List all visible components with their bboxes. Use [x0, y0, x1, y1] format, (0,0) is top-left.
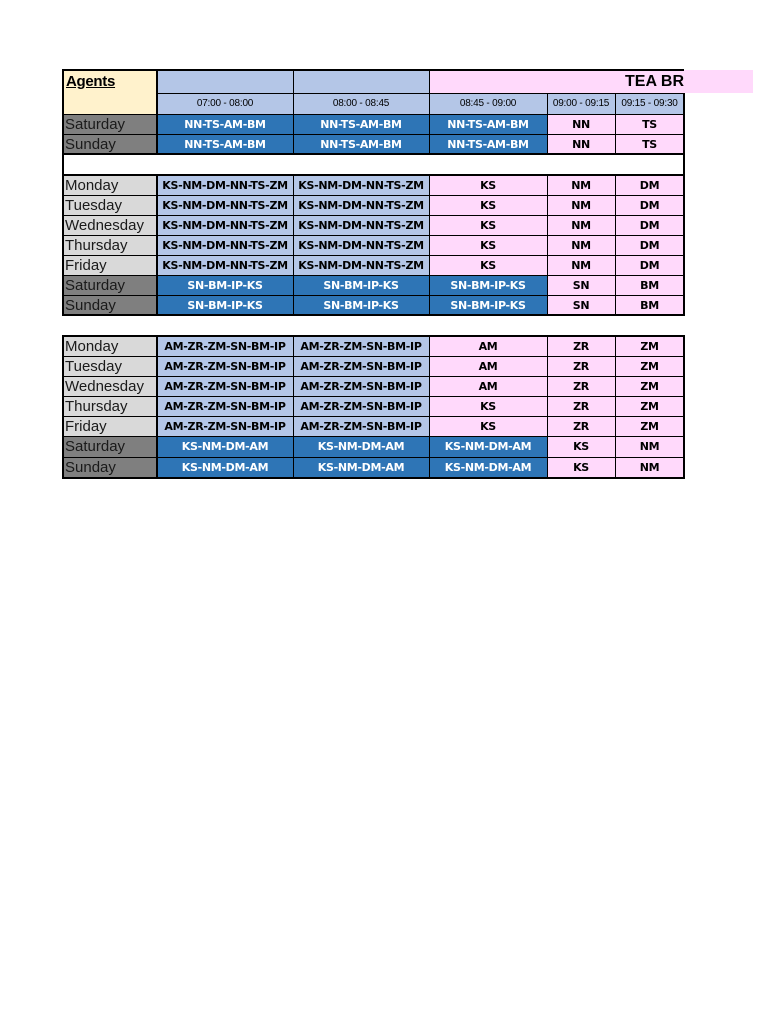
tea-break-cell[interactable] — [547, 175, 615, 195]
agents-cell[interactable] — [293, 376, 429, 396]
agent-code: NM — [639, 440, 660, 453]
agents-codes: AM-ZR-ZM-SN-BM-IP — [164, 339, 286, 353]
tea-break-cell[interactable] — [547, 114, 615, 134]
agents-codes: KS-NM-DM-NN-TS-ZM — [298, 258, 424, 272]
day-cell[interactable] — [63, 275, 157, 295]
time-slot-label: 09:15 - 09:30 — [621, 98, 678, 109]
agent-code: NM — [571, 258, 591, 272]
agent-code: TS — [642, 117, 657, 131]
day-label: Saturday — [65, 115, 126, 133]
tea-break-cell[interactable] — [547, 255, 615, 275]
day-cell[interactable] — [63, 457, 157, 478]
tea-break-cell[interactable] — [615, 356, 684, 376]
agent-code: DM — [639, 238, 660, 252]
grid-line — [156, 174, 158, 316]
agents-cell[interactable] — [157, 195, 293, 215]
agents-cell[interactable] — [157, 457, 293, 478]
agents-cell[interactable] — [293, 255, 429, 275]
agents-cell[interactable] — [293, 295, 429, 315]
agents-cell[interactable] — [157, 336, 293, 356]
agents-codes: NN-TS-AM-BM — [447, 117, 529, 131]
grid-line — [547, 93, 548, 155]
grid-line — [293, 335, 294, 479]
time-slot-label: 08:45 - 09:00 — [459, 98, 517, 109]
agents-label: Agents — [66, 73, 116, 90]
day-label: Thursday — [65, 236, 128, 254]
agents-codes: NN-TS-AM-BM — [320, 137, 402, 151]
agents-cell[interactable] — [293, 275, 429, 295]
agent-code: NM — [571, 178, 591, 192]
tea-break-cell[interactable] — [615, 436, 684, 457]
tea-break-cell[interactable] — [615, 235, 684, 255]
agent-code: KS — [573, 440, 589, 453]
agent-code: ZM — [640, 379, 659, 393]
day-label: Wednesday — [65, 216, 144, 234]
agents-cell[interactable] — [293, 215, 429, 235]
day-cell[interactable] — [63, 436, 157, 457]
agent-code: SN — [572, 278, 590, 292]
time-slot-header[interactable] — [157, 93, 293, 114]
agents-cell[interactable] — [429, 295, 547, 315]
day-cell[interactable] — [63, 215, 157, 235]
day-cell[interactable] — [63, 295, 157, 315]
grid-line — [615, 335, 616, 479]
day-cell[interactable] — [63, 175, 157, 195]
agents-codes: KS-NM-DM-AM — [317, 440, 405, 453]
grid-line — [547, 174, 548, 316]
agents-cell[interactable] — [157, 436, 293, 457]
tea-break-header-cell[interactable] — [429, 70, 684, 93]
agents-cell[interactable] — [293, 457, 429, 478]
agents-codes: SN-BM-IP-KS — [187, 278, 263, 292]
day-cell[interactable] — [63, 134, 157, 154]
day-cell[interactable] — [63, 235, 157, 255]
tea-break-cell[interactable] — [547, 376, 615, 396]
grid-line — [615, 174, 616, 316]
day-cell[interactable] — [63, 416, 157, 436]
agents-codes: KS-NM-DM-NN-TS-ZM — [162, 178, 288, 192]
tea-break-cell[interactable] — [547, 215, 615, 235]
agents-cell[interactable] — [429, 336, 547, 356]
agents-codes: NN-TS-AM-BM — [447, 137, 529, 151]
agent-code: SN — [572, 298, 590, 312]
tea-break-cell[interactable] — [615, 295, 684, 315]
day-label: Saturday — [65, 276, 126, 294]
day-label: Sunday — [65, 459, 116, 476]
agent-code: KS — [573, 461, 589, 474]
tea-break-cell[interactable] — [547, 295, 615, 315]
agents-codes: KS-NM-DM-AM — [317, 461, 405, 474]
agents-codes: KS-NM-DM-NN-TS-ZM — [162, 258, 288, 272]
agents-cell[interactable] — [429, 175, 547, 195]
tea-break-cell[interactable] — [547, 275, 615, 295]
agents-cell[interactable] — [157, 376, 293, 396]
agents-cell[interactable] — [293, 134, 429, 154]
day-label: Thursday — [65, 397, 128, 415]
tea-break-cell[interactable] — [547, 436, 615, 457]
agents-cell[interactable] — [293, 336, 429, 356]
agents-cell[interactable] — [157, 275, 293, 295]
time-slot-header[interactable] — [615, 93, 684, 114]
tea-break-cell[interactable] — [615, 215, 684, 235]
agents-cell[interactable] — [293, 195, 429, 215]
day-label: Monday — [65, 337, 119, 355]
agents-codes: KS-NM-DM-NN-TS-ZM — [162, 218, 288, 232]
header-blank-cell-1[interactable] — [157, 70, 293, 93]
agents-codes: KS — [480, 238, 496, 252]
grid-line — [429, 335, 430, 479]
grid-line — [683, 154, 685, 175]
agents-codes: SN-BM-IP-KS — [323, 298, 399, 312]
time-slot-header[interactable] — [293, 93, 429, 114]
grid-line — [62, 174, 64, 316]
agents-codes: SN-BM-IP-KS — [450, 278, 526, 292]
agents-codes: SN-BM-IP-KS — [187, 298, 263, 312]
agent-code: ZM — [640, 359, 659, 373]
agents-codes: KS — [480, 178, 496, 192]
agent-code: ZR — [573, 359, 589, 373]
agents-codes: AM-ZR-ZM-SN-BM-IP — [164, 379, 286, 393]
agents-codes: NN-TS-AM-BM — [184, 117, 266, 131]
agents-cell[interactable] — [429, 396, 547, 416]
agents-cell[interactable] — [157, 134, 293, 154]
agent-code: DM — [639, 198, 660, 212]
tea-break-cell[interactable] — [615, 396, 684, 416]
tea-break-cell[interactable] — [615, 275, 684, 295]
agents-cell[interactable] — [429, 235, 547, 255]
agents-cell[interactable] — [429, 255, 547, 275]
tea-break-cell[interactable] — [547, 235, 615, 255]
grid-line — [156, 335, 158, 479]
day-label: Tuesday — [65, 196, 122, 214]
grid-line — [293, 69, 294, 155]
agents-cell[interactable] — [157, 255, 293, 275]
tea-break-cell[interactable] — [547, 416, 615, 436]
grid-line — [615, 93, 616, 155]
agents-cell[interactable] — [293, 175, 429, 195]
tea-break-cell[interactable] — [615, 255, 684, 275]
grid-line — [62, 335, 64, 479]
tea-break-cell[interactable] — [547, 134, 615, 154]
time-slot-header[interactable] — [429, 93, 547, 114]
agent-code: NM — [571, 198, 591, 212]
agents-codes: KS-NM-DM-NN-TS-ZM — [298, 218, 424, 232]
grid-line — [62, 154, 64, 175]
tea-break-cell[interactable] — [615, 195, 684, 215]
agents-cell[interactable] — [429, 195, 547, 215]
grid-line — [157, 93, 684, 94]
day-label: Wednesday — [65, 377, 144, 395]
tea-break-cell[interactable] — [547, 396, 615, 416]
grid-line — [429, 174, 430, 316]
grid-line — [429, 69, 430, 155]
day-label: Friday — [65, 417, 107, 435]
agents-cell[interactable] — [293, 396, 429, 416]
agent-code: TS — [642, 137, 657, 151]
day-label: Saturday — [65, 438, 126, 455]
agents-codes: AM-ZR-ZM-SN-BM-IP — [164, 359, 286, 373]
agent-code: NM — [639, 461, 660, 474]
grid-line — [683, 174, 685, 316]
tea-break-overflow-cell — [684, 70, 753, 93]
agent-code: ZM — [640, 419, 659, 433]
agents-codes: AM-ZR-ZM-SN-BM-IP — [300, 419, 422, 433]
tea-break-cell[interactable] — [615, 416, 684, 436]
agents-cell[interactable] — [157, 175, 293, 195]
time-slot-label: 08:00 - 08:45 — [332, 98, 390, 109]
agents-cell[interactable] — [429, 215, 547, 235]
agents-codes: AM-ZR-ZM-SN-BM-IP — [164, 399, 286, 413]
agents-cell[interactable] — [429, 436, 547, 457]
tea-break-cell[interactable] — [615, 114, 684, 134]
agents-cell[interactable] — [293, 235, 429, 255]
grid-line — [683, 335, 685, 479]
agents-cell[interactable] — [429, 134, 547, 154]
grid-line — [293, 174, 294, 316]
day-label: Monday — [65, 176, 119, 194]
tea-break-cell[interactable] — [547, 356, 615, 376]
tea-break-cell[interactable] — [547, 336, 615, 356]
agents-codes: KS-NM-DM-AM — [181, 461, 269, 474]
agent-code: ZR — [573, 339, 589, 353]
agents-subheader-cell[interactable] — [63, 93, 157, 114]
time-slot-header[interactable] — [547, 93, 615, 114]
agents-codes: AM-ZR-ZM-SN-BM-IP — [300, 379, 422, 393]
tea-break-cell[interactable] — [615, 457, 684, 478]
grid-line — [683, 93, 685, 155]
agent-code: ZM — [640, 399, 659, 413]
agents-cell[interactable] — [293, 114, 429, 134]
agents-codes: KS-NM-DM-NN-TS-ZM — [298, 198, 424, 212]
agent-code: NN — [572, 137, 590, 151]
tea-break-title: TEA BR — [625, 72, 684, 90]
agent-code: ZR — [573, 419, 589, 433]
agents-codes: AM-ZR-ZM-SN-BM-IP — [300, 359, 422, 373]
grid-line — [547, 335, 548, 479]
agents-codes: KS-NM-DM-NN-TS-ZM — [298, 238, 424, 252]
agent-code: BM — [640, 278, 659, 292]
agents-codes: KS-NM-DM-AM — [444, 440, 532, 453]
agents-codes: KS — [480, 399, 496, 413]
tea-break-cell[interactable] — [615, 376, 684, 396]
agents-header-cell[interactable] — [63, 70, 157, 93]
agent-code: NN — [572, 117, 590, 131]
day-label: Friday — [65, 256, 107, 274]
agents-codes: AM-ZR-ZM-SN-BM-IP — [300, 399, 422, 413]
spacer-row — [63, 154, 684, 175]
agents-codes: KS-NM-DM-NN-TS-ZM — [162, 238, 288, 252]
day-label: Tuesday — [65, 357, 122, 375]
agents-cell[interactable] — [429, 457, 547, 478]
time-slot-label: 07:00 - 08:00 — [196, 98, 254, 109]
agents-cell[interactable] — [157, 416, 293, 436]
day-cell[interactable] — [63, 255, 157, 275]
agents-cell[interactable] — [157, 356, 293, 376]
agents-codes: KS-NM-DM-NN-TS-ZM — [298, 178, 424, 192]
agents-codes: AM — [478, 359, 498, 373]
agents-codes: KS — [480, 258, 496, 272]
grid-line — [156, 69, 158, 155]
agents-codes: NN-TS-AM-BM — [320, 117, 402, 131]
tea-break-cell[interactable] — [615, 175, 684, 195]
day-label: Sunday — [65, 296, 116, 314]
agents-cell[interactable] — [429, 416, 547, 436]
agents-codes: KS-NM-DM-AM — [444, 461, 532, 474]
day-cell[interactable] — [63, 376, 157, 396]
agents-codes: KS — [480, 419, 496, 433]
agents-cell[interactable] — [293, 416, 429, 436]
agents-codes: NN-TS-AM-BM — [184, 137, 266, 151]
agent-code: BM — [640, 298, 659, 312]
day-cell[interactable] — [63, 396, 157, 416]
agents-cell[interactable] — [429, 114, 547, 134]
agents-codes: KS — [480, 218, 496, 232]
day-cell[interactable] — [63, 336, 157, 356]
agents-cell[interactable] — [157, 114, 293, 134]
tea-break-cell[interactable] — [547, 195, 615, 215]
agents-cell[interactable] — [157, 215, 293, 235]
agents-codes: SN-BM-IP-KS — [323, 278, 399, 292]
agents-codes: AM-ZR-ZM-SN-BM-IP — [164, 419, 286, 433]
agents-codes: KS — [480, 198, 496, 212]
agents-codes: AM — [478, 379, 498, 393]
tea-break-cell[interactable] — [615, 336, 684, 356]
agents-codes: AM-ZR-ZM-SN-BM-IP — [300, 339, 422, 353]
agent-code: NM — [571, 218, 591, 232]
day-label: Sunday — [65, 135, 116, 153]
tea-break-cell[interactable] — [615, 134, 684, 154]
agent-code: ZR — [573, 379, 589, 393]
agents-cell[interactable] — [157, 235, 293, 255]
time-slot-label: 09:00 - 09:15 — [552, 98, 610, 109]
agents-cell[interactable] — [429, 376, 547, 396]
agents-codes: SN-BM-IP-KS — [450, 298, 526, 312]
agents-cell[interactable] — [429, 275, 547, 295]
day-cell[interactable] — [63, 356, 157, 376]
agent-code: DM — [639, 258, 660, 272]
agent-code: ZR — [573, 399, 589, 413]
agents-cell[interactable] — [429, 356, 547, 376]
tea-break-cell[interactable] — [547, 457, 615, 478]
agent-code: DM — [639, 178, 660, 192]
agents-codes: KS-NM-DM-AM — [181, 440, 269, 453]
agents-cell[interactable] — [157, 396, 293, 416]
agents-codes: KS-NM-DM-NN-TS-ZM — [162, 198, 288, 212]
day-cell[interactable] — [63, 195, 157, 215]
header-blank-cell-2[interactable] — [293, 70, 429, 93]
agent-code: NM — [571, 238, 591, 252]
agent-code: DM — [639, 218, 660, 232]
agents-cell[interactable] — [293, 356, 429, 376]
agents-cell[interactable] — [293, 436, 429, 457]
agents-cell[interactable] — [157, 295, 293, 315]
agent-code: ZM — [640, 339, 659, 353]
agents-codes: AM — [478, 339, 498, 353]
grid-line — [62, 69, 64, 155]
day-cell[interactable] — [63, 114, 157, 134]
